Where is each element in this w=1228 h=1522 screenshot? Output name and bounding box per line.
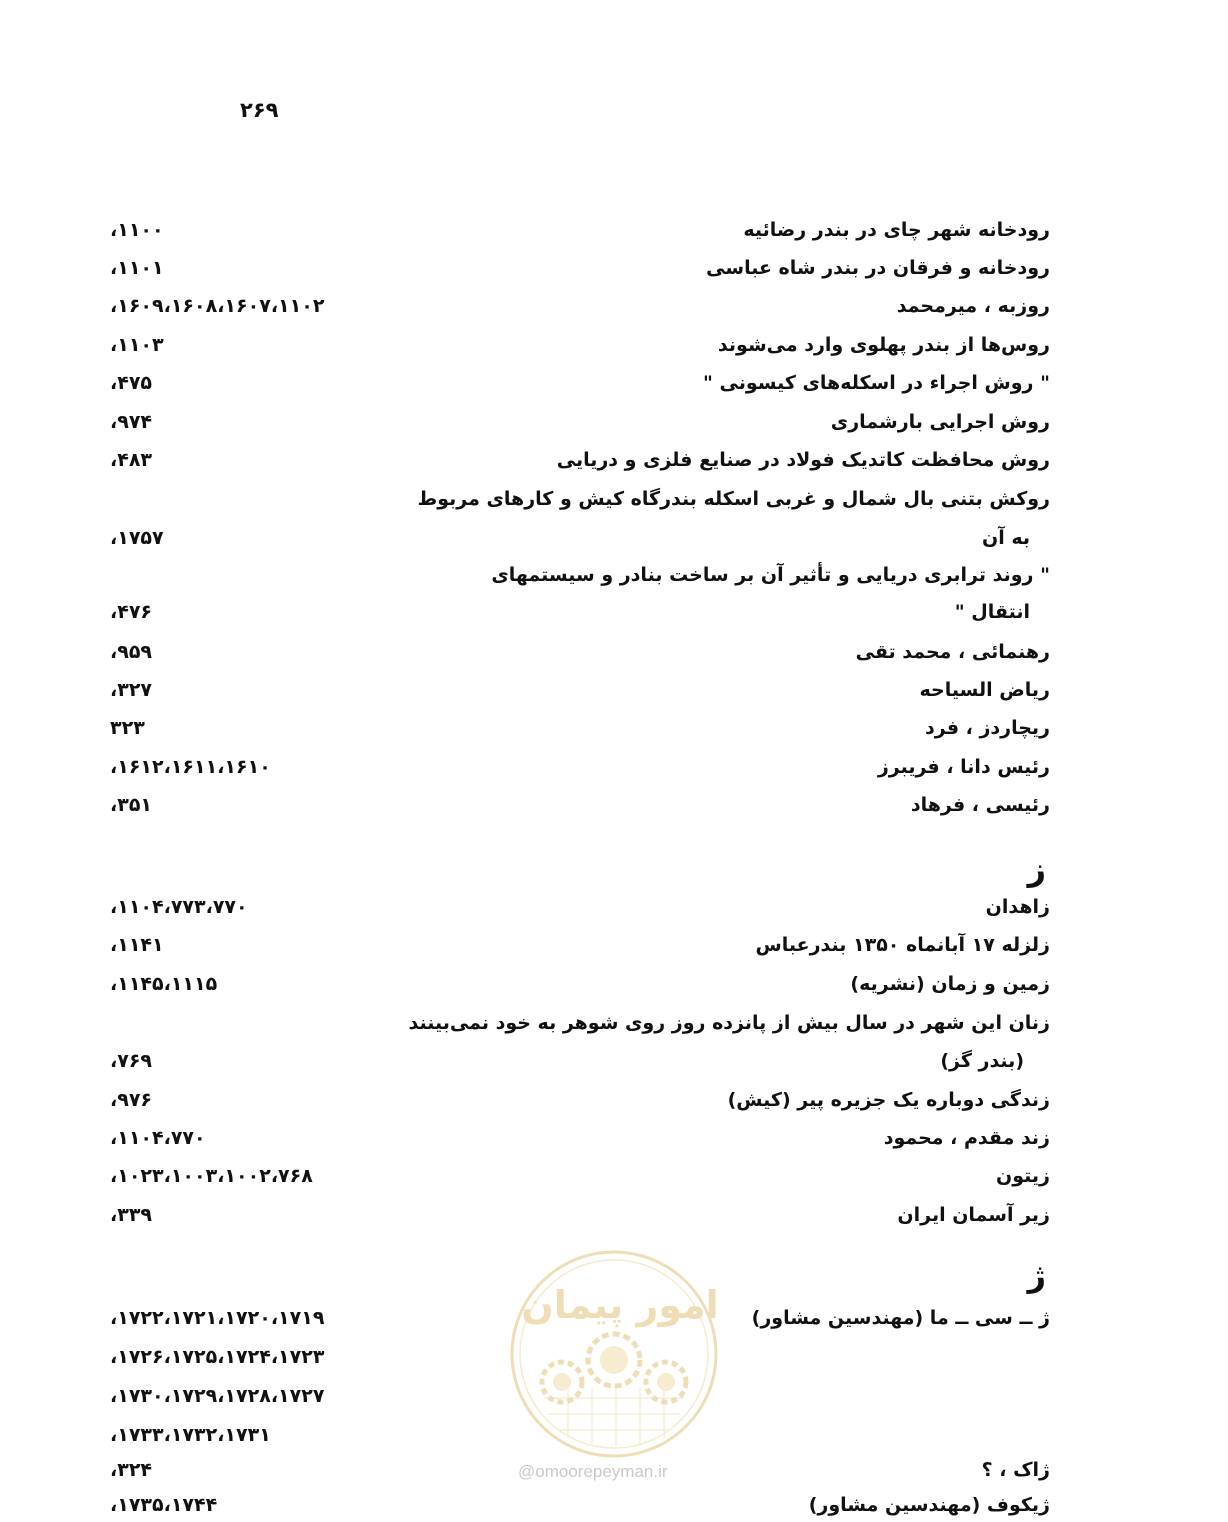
entry-term: زند مقدم ، محمود (883, 1127, 1050, 1149)
watermark-logo-text: امور پیمان (521, 1283, 719, 1327)
entry-pages: ۱۷۲۲،۱۷۲۱،۱۷۲۰،۱۷۱۹، (110, 1307, 325, 1329)
entry-pages: ۱۱۴۱، (110, 934, 164, 956)
entry-pages: ۱۷۳۵،۱۷۴۴، (110, 1494, 218, 1516)
entry-pages: ۱۶۱۲،۱۶۱۱،۱۶۱۰، (110, 756, 271, 778)
entry-term: روکش بتنی بال شمال و غربی اسکله بندرگاه کیش و کارهای مربوط (417, 488, 1050, 510)
page-number: ۲۶۹ (240, 98, 279, 122)
entry-term: (بندر گز) (940, 1050, 1024, 1072)
entry-pages: ۱۷۳۰،۱۷۲۹،۱۷۲۸،۱۷۲۷، (110, 1385, 325, 1407)
entry-term: روش محافظت کاتدیک فولاد در صنایع فلزی و دریایی (556, 449, 1050, 471)
entry-pages: ۴۷۶، (110, 601, 153, 623)
entry-pages: ۱۱۴۵،۱۱۱۵، (110, 973, 218, 995)
section-letter: ژ (1027, 1256, 1046, 1294)
entry-term: زاهدان (985, 896, 1050, 918)
entry-pages: ۱۶۰۹،۱۶۰۸،۱۶۰۷،۱۱۰۲، (110, 295, 325, 317)
entry-term: رودخانه شهر چای در بندر رضائیه (743, 219, 1050, 241)
entry-term: ژیکوف (مهندسین مشاور) (808, 1494, 1050, 1516)
entry-pages: ۱۱۰۱، (110, 257, 164, 279)
entry-term: انتقال " (954, 601, 1030, 623)
entry-term: رودخانه و فرقان در بندر شاه عباسی (706, 257, 1050, 279)
entry-pages: ۴۷۵، (110, 372, 153, 394)
entry-term: ریچاردز ، فرد (925, 717, 1050, 739)
entry-term: زیر آسمان ایران (897, 1204, 1050, 1226)
entry-term: ژ ــ سی ــ ما (مهندسین مشاور) (751, 1307, 1050, 1329)
entry-term: روس‌ها از بندر پهلوی وارد می‌شوند (717, 334, 1050, 356)
entry-pages: ۱۷۲۶،۱۷۲۵،۱۷۲۴،۱۷۲۳، (110, 1346, 325, 1368)
entry-term: ریاض السیاحه (919, 679, 1050, 701)
entry-term: زمین و زمان (نشریه) (850, 973, 1050, 995)
entry-pages: ۷۶۹، (110, 1050, 153, 1072)
entry-pages: ۳۵۱، (110, 794, 153, 816)
entry-pages: ۱۱۰۴،۷۷۳،۷۷۰، (110, 896, 248, 918)
entry-term: رئیس دانا ، فریبرز (877, 756, 1050, 778)
entry-term: رهنمائی ، محمد تقی (855, 641, 1050, 663)
entry-term: روش اجرایی بارشماری (830, 411, 1050, 433)
entry-term: رئیسی ، فرهاد (910, 794, 1050, 816)
entry-pages: ۱۱۰۳، (110, 334, 164, 356)
section-letter: ز (1027, 850, 1046, 888)
entry-term: زیتون (996, 1165, 1050, 1187)
entry-term: روزبه ، میرمحمد (896, 295, 1050, 317)
entry-term: " روش اجراء در اسکله‌های کیسونی " (702, 372, 1050, 394)
entry-pages: ۱۷۳۳،۱۷۳۲،۱۷۳۱، (110, 1424, 271, 1446)
entry-pages: ۳۳۹، (110, 1204, 153, 1226)
entry-pages: ۱۱۰۴،۷۷۰، (110, 1127, 206, 1149)
entry-pages: ۹۵۹، (110, 641, 153, 663)
entry-pages: ۳۲۳ (110, 717, 145, 739)
entry-pages: ۴۸۳، (110, 449, 153, 471)
entry-pages: ۱۷۵۷، (110, 527, 164, 549)
entry-pages: ۱۰۲۳،۱۰۰۳،۱۰۰۲،۷۶۸، (110, 1165, 313, 1187)
entry-term: " روند ترابری دریایی و تأثیر آن بر ساخت بنادر و سیستمهای (491, 564, 1050, 586)
entry-pages: ۳۲۷، (110, 679, 153, 701)
entry-term: زندگی دوباره یک جزیره پیر (کیش) (727, 1089, 1050, 1111)
entry-pages: ۳۲۴، (110, 1459, 153, 1481)
entry-term: به آن (981, 527, 1030, 549)
entry-pages: ۹۷۶، (110, 1089, 153, 1111)
entry-term: ژاک ، ؟ (981, 1459, 1050, 1481)
entry-term: زنان این شهر در سال بیش از پانزده روز روی شوهر به خود نمی‌بینند (408, 1012, 1050, 1034)
watermark-logo (508, 1248, 720, 1460)
entry-pages: ۹۷۴، (110, 411, 153, 433)
watermark-url: @omoorepeyman.ir (518, 1462, 668, 1481)
entry-pages: ۱۱۰۰، (110, 219, 164, 241)
entry-term: زلزله ۱۷ آبانماه ۱۳۵۰ بندرعباس (755, 934, 1050, 956)
